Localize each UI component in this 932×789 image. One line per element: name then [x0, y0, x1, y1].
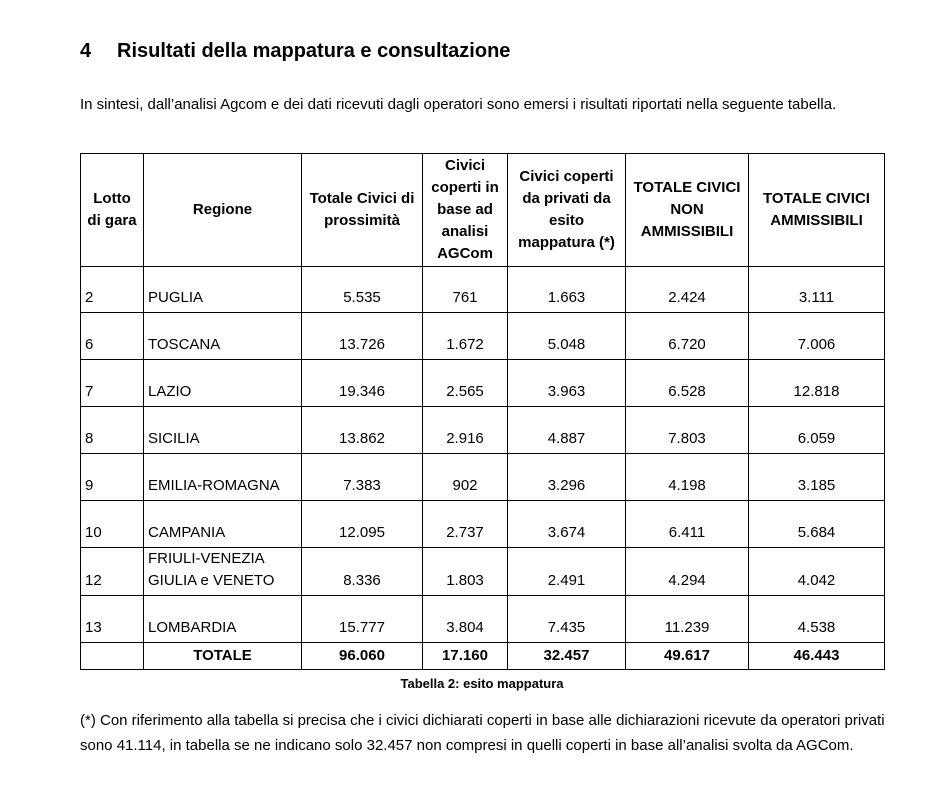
table-row: [81, 267, 885, 313]
table-row: [81, 548, 885, 596]
value-cell: 6.528: [626, 360, 749, 407]
value-cell: 3.674: [508, 501, 626, 548]
table-row: [81, 407, 885, 454]
table-row: [81, 454, 885, 501]
value-cell: 8.336: [302, 548, 423, 596]
region-cell: PUGLIA: [144, 267, 302, 313]
value-cell: 19.346: [302, 360, 423, 407]
value-cell: 12.095: [302, 501, 423, 548]
value-cell: 13.862: [302, 407, 423, 454]
table-caption: Tabella 2: esito mappatura: [400, 676, 564, 691]
lot-cell: 8: [81, 407, 144, 454]
value-cell: 4.198: [626, 454, 749, 501]
header-cell: Civici coperti in base ad analisi AGCom: [423, 154, 508, 267]
value-cell: 3.804: [423, 596, 508, 643]
value-cell: 2.565: [423, 360, 508, 407]
value-cell: 902: [423, 454, 508, 501]
total-value-cell: 32.457: [508, 643, 626, 670]
footnote-paragraph: (*) Con riferimento alla tabella si precisa che i civici dichiarati coperti in base alle dichiarazioni ricevute da operatori privati sono 41.114, in tabella se ne indicano solo 32.457 non compresi in quelli coperti in base all’analisi svolta da AGCom.: [80, 712, 885, 754]
value-cell: 5.048: [508, 313, 626, 360]
value-cell: 1.663: [508, 267, 626, 313]
value-cell: 4.887: [508, 407, 626, 454]
value-cell: 2.424: [626, 267, 749, 313]
value-cell: 12.818: [749, 360, 885, 407]
section-title: Risultati della mappatura e consultazione: [117, 40, 511, 62]
value-cell: 2.737: [423, 501, 508, 548]
region-cell: FRIULI-VENEZIA GIULIA e VENETO: [144, 548, 302, 596]
value-cell: 13.726: [302, 313, 423, 360]
results-table: [80, 153, 885, 670]
header-cell: Regione: [144, 154, 302, 267]
value-cell: 761: [423, 267, 508, 313]
value-cell: 6.720: [626, 313, 749, 360]
value-cell: 3.185: [749, 454, 885, 501]
value-cell: 7.435: [508, 596, 626, 643]
region-cell: EMILIA-ROMAGNA: [144, 454, 302, 501]
section-number: 4: [80, 40, 92, 62]
total-value-cell: 96.060: [302, 643, 423, 670]
table-row: [81, 501, 885, 548]
table-row: [81, 313, 885, 360]
total-label: TOTALE: [144, 643, 302, 670]
value-cell: 3.111: [749, 267, 885, 313]
section-heading: [80, 40, 510, 63]
header-cell: TOTALE CIVICI AMMISSIBILI: [749, 154, 885, 267]
lot-cell: 9: [81, 454, 144, 501]
value-cell: 2.916: [423, 407, 508, 454]
lot-cell: 10: [81, 501, 144, 548]
value-cell: 4.294: [626, 548, 749, 596]
lot-cell: 13: [81, 596, 144, 643]
value-cell: 7.383: [302, 454, 423, 501]
table-header-row: [81, 154, 885, 267]
header-cell: TOTALE CIVICI NON AMMISSIBILI: [626, 154, 749, 267]
value-cell: 5.535: [302, 267, 423, 313]
intro-paragraph: In sintesi, dall’analisi Agcom e dei dati ricevuti dagli operatori sono emersi i risultati riportati nella seguente tabella.: [80, 96, 837, 113]
total-row: [81, 643, 885, 670]
value-cell: 7.803: [626, 407, 749, 454]
table-row: [81, 360, 885, 407]
value-cell: 1.672: [423, 313, 508, 360]
value-cell: 7.006: [749, 313, 885, 360]
header-cell: Totale Civici di prossimità: [302, 154, 423, 267]
total-empty-cell: [81, 643, 144, 670]
value-cell: 4.538: [749, 596, 885, 643]
region-cell: TOSCANA: [144, 313, 302, 360]
value-cell: 11.239: [626, 596, 749, 643]
value-cell: 2.491: [508, 548, 626, 596]
value-cell: 6.411: [626, 501, 749, 548]
value-cell: 1.803: [423, 548, 508, 596]
total-value-cell: 17.160: [423, 643, 508, 670]
header-cell: Civici coperti da privati da esito mappatura (*): [508, 154, 626, 267]
region-cell: LOMBARDIA: [144, 596, 302, 643]
total-value-cell: 46.443: [749, 643, 885, 670]
value-cell: 4.042: [749, 548, 885, 596]
region-cell: SICILIA: [144, 407, 302, 454]
region-cell: CAMPANIA: [144, 501, 302, 548]
lot-cell: 12: [81, 548, 144, 596]
table-row: [81, 596, 885, 643]
value-cell: 3.296: [508, 454, 626, 501]
lot-cell: 7: [81, 360, 144, 407]
header-cell: Lotto di gara: [81, 154, 144, 267]
value-cell: 5.684: [749, 501, 885, 548]
total-value-cell: 49.617: [626, 643, 749, 670]
value-cell: 15.777: [302, 596, 423, 643]
lot-cell: 2: [81, 267, 144, 313]
value-cell: 3.963: [508, 360, 626, 407]
lot-cell: 6: [81, 313, 144, 360]
region-cell: LAZIO: [144, 360, 302, 407]
value-cell: 6.059: [749, 407, 885, 454]
